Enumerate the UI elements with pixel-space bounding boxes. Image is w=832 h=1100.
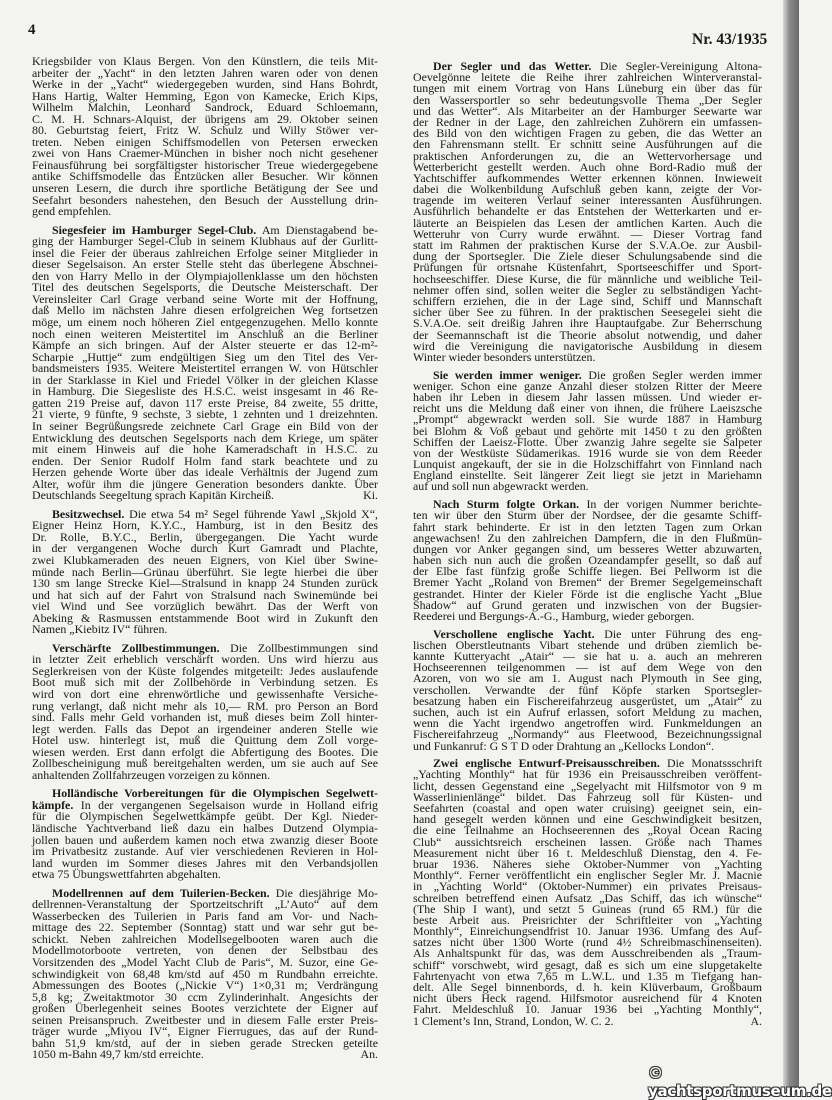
text-line-text: 1050 m-Bahn 49,7 km/std erreichte. xyxy=(32,1047,204,1062)
author-signature: Ki. xyxy=(363,488,378,503)
text-line-text: hand gesegelt werden können und eine Geschwindigkeit besitzen, xyxy=(413,812,762,827)
text-line-text: und das Wetter“. Als Mitarbeiter an der Hamburger Seewarte war xyxy=(413,103,762,118)
text-line-text: Yachtschiffer aufkommendes Wetter erkennen können. Inwieweit xyxy=(413,170,762,185)
text-line-text: bruar 1936. Näheres siehe Oktober-Nummer von „Yachting xyxy=(413,856,762,871)
text-line-text: noch einen weiteren Meistertitel im Anschluß an die Berliner xyxy=(32,326,378,341)
text-line-text: die eine Teilnahme an Hochseerennen des „Royal Ocean Racing xyxy=(413,823,762,838)
text-line-content xyxy=(413,738,715,753)
text-line-text: möge, um einem noch höheren Ziel entgegenzugehen. Mello konnte xyxy=(32,315,378,330)
text-line-text: mittage des 22. September (Sonntag) statt und war sehr gut be- xyxy=(32,920,378,935)
text-line-text: ging der Hamburger Segel-Club in seinem Klubhaus auf der Gurlitt- xyxy=(32,234,378,249)
text-line-text: Vorsitzenden des „Model Yacht Club de Paris“, M. Suzor, eine Ge- xyxy=(32,955,378,970)
article-heading: Siegesfeier im Hamburger Segel-Club. xyxy=(52,222,257,237)
text-line-text: haben sich nun auch die großen Ozeandampfer gesellt, so daß auf xyxy=(413,553,762,568)
text-line-text: sicher über See zu führen. In der praktischen Seesegelei sieht die xyxy=(413,305,762,320)
text-line-text: Entwicklung des deutschen Segelsports nach dem Kriege, um später xyxy=(32,430,378,445)
text-line-text: in Hamburg. Die Siegesliste des H.S.C. weist insgesamt in 46 Re- xyxy=(32,384,378,399)
text-line-text: Fahrtenyacht von etwa 7,65 m L.W.L. und 1.35 m Tiefgang han- xyxy=(413,968,762,983)
page-number: 4 xyxy=(28,22,36,38)
text-line-text: insel die Feier der überaus zahlreichen Erfolge seiner Mitglieder in xyxy=(32,245,378,260)
article-heading: Nach Sturm folgte Orkan. xyxy=(433,497,580,512)
text-line-text: großen Überlegenheit seines Bootes verzichtete der Eigner auf xyxy=(32,1001,378,1016)
text-line-text: schiff“ vorschwebt, wird gesagt, daß es sich um eine slupgetakelte xyxy=(413,957,762,972)
text-line-text: dabei die Wolkenbildung Aufschluß geben kann, zeigte der Vor- xyxy=(413,182,762,197)
text-line-text: 1 Clement’s Inn, Strand, London, W. C. 2. xyxy=(413,1013,614,1028)
text-line-text: münde nach Berlin—Grünau überführt. Sie legte hierbei die über xyxy=(32,564,378,579)
text-line-text: 5,8 kg; Zweitaktmotor 30 ccm Zylinderinhalt. Angesichts der xyxy=(32,989,378,1004)
article-heading: Zwei englische Entwurf-Preisausschreiben. xyxy=(433,756,660,771)
text-line-text: anhaltenden Zollfahrzeugen vorzeigen zu können. xyxy=(32,767,271,782)
text-line-content xyxy=(32,869,221,881)
text-line-text: Hans Hartig, Walter Hemming, Egon von Kamecke, Erich Kips, xyxy=(32,88,378,103)
article xyxy=(413,367,762,494)
text-line-text: dellrennen-Veranstaltung der Sportzeitschrift „L’Auto“ auf dem xyxy=(32,897,378,912)
article xyxy=(32,222,378,503)
text-line-text: Fahrt. Meldeschluß 10. Januar 1936 bei „Yachting Monthly“, xyxy=(413,1002,762,1017)
page-edge-shadow xyxy=(783,0,799,1092)
article xyxy=(32,788,378,880)
article-heading: Sie werden immer weniger. xyxy=(433,367,582,382)
text-line-text: C. M. H. Schnars-Alquist, der übrigens am 29. Oktober seinen xyxy=(32,111,378,126)
text-line-text: „Yachting Monthly“ hat für 1936 ein Preisausschreiben veröffent- xyxy=(413,767,762,782)
text-line-text: Die unter Führung des eng- xyxy=(594,626,762,641)
text-line-text: Als Anhaltspunkt für das, was dem Ausschreibenden als „Traum- xyxy=(413,946,762,961)
text-line-text: viel Wind und See vorzüglich bewährt. Das der Werft von xyxy=(32,599,378,614)
text-line-text: den von Harry Mello in der Olympiajollenklasse um den höchsten xyxy=(32,268,378,283)
text-line-text: Kriegsbilder von Klaus Bergen. Von den Künstlern, die teils Mit- xyxy=(32,54,378,68)
text-line-text: von der Westküste Südamerikas. 1916 wurde sie von dem Reeder xyxy=(413,445,762,460)
text-line xyxy=(413,481,762,492)
article-heading: Der Segler und das Wetter. xyxy=(433,59,592,73)
text-line-text: Lunquist angekauft, der sie in die Holzschiffahrt von Finnland nach xyxy=(413,457,762,472)
text-line-text: Oevelgönne leitete die Reihe ihrer zahlreichen Winterveranstal- xyxy=(413,70,762,85)
text-line-text: sind. Falls mehr Geld vorhanden ist, muß dieses beim Zoll hinter- xyxy=(32,710,378,725)
text-line-text: kannte Kutteryacht „Atair“ — sie hat u. a. auch an mehreren xyxy=(413,649,762,664)
text-line xyxy=(32,206,378,218)
text-line-text: angewachsen! Zu den zahlreichen Dampfern, die in den Flußmün- xyxy=(413,530,762,545)
text-line-text: legt werden. Falls das Depot an irgendeiner anderen Stelle wie xyxy=(32,721,378,736)
text-line-text: besatzung haben ein Fischereifahrzeug ausgerüstet, um „Atair“ zu xyxy=(413,693,762,708)
text-line xyxy=(32,490,378,502)
text-line-text: zwei Klubkameraden des neuen Eigners, von Kiel über Swine- xyxy=(32,552,378,567)
text-line-text: beste Arbeit aus. Preisrichter der Schriftleiter von „Yachting xyxy=(413,912,762,927)
right-column xyxy=(413,61,762,1033)
text-line xyxy=(413,611,762,622)
text-line-text: Die Zollbestimmungen sind xyxy=(219,640,378,655)
text-line-text: in der Starklasse in Kiel und Friedel Völker in der gleichen Klasse xyxy=(32,372,378,387)
left-column xyxy=(32,56,378,1068)
text-line-text: In der vergangenen Segelsaison wurde in Holland eifrig xyxy=(73,797,378,812)
text-line-text: In seiner Begrüßungsrede zeichnete Carl Grage ein Bild von der xyxy=(32,418,378,433)
text-line-text: unseren Lesern, die durch ihre sportliche Betätigung der See und xyxy=(32,181,378,196)
text-line-text: treten. Neben einigen Schiffsmodellen von Petersen erwecken xyxy=(32,134,378,149)
article-heading: Modellrennen auf dem Tuilerien-Becken. xyxy=(52,885,270,900)
text-line-text: in „Yachting World“ (Oktober-Nummer) ein privates Preisaus- xyxy=(413,879,762,894)
article xyxy=(413,758,762,1027)
text-line xyxy=(32,767,378,782)
text-line xyxy=(413,738,762,753)
text-line-text: Shadow“ auf Grund geraten und inzwischen von der Bugsier- xyxy=(413,597,762,612)
text-line-text: Titel des deutschen Segelsports, die Deutsche Meisterschaft. Der xyxy=(32,280,378,295)
text-line-text: wird von dort eine ehrenwörtliche und gewissenhafte Versiche- xyxy=(32,686,378,701)
text-line-text: Kämpfe an sich bringen. Auf der Alster steuerte er das 12-m²- xyxy=(32,338,378,353)
text-line-text: im Privatbesitz zustande. Auf vier verschiedenen Revieren in Hol- xyxy=(32,844,378,859)
text-line-content xyxy=(413,349,596,364)
text-line-text: tragende im weiteren Verlauf seiner interessanten Ausführungen. xyxy=(413,193,762,208)
text-line xyxy=(413,349,762,364)
text-line-content xyxy=(32,624,167,636)
text-line-text: Die etwa 54 m² Segel führende Yawl „Skjold X“, xyxy=(124,506,378,521)
text-line-text: 130 sm lange Strecke Kiel—Stralsund in knapp 24 Stunden zurück xyxy=(32,576,378,591)
text-line-text: Die diesjährige Mo- xyxy=(269,885,379,900)
text-line-text: S.V.A.Oe. seit dreißig Jahren ihre Hauptaufgabe. Zur Beherrschung xyxy=(413,316,762,331)
text-line-text: satzes nicht über 1300 Worte (rund 4½ Schreibmaschinenseiten). xyxy=(413,935,762,950)
article xyxy=(32,885,379,1062)
text-line-text: Measurement nicht über 16 t. Meldeschluß Dienstag, den 4. Fe- xyxy=(413,845,762,860)
text-line-text: Prüfungen für ortsnahe Küstenfahrt, Sportseeschiffer und Sport- xyxy=(413,260,762,275)
text-line-text: England einstellte. Seit längerer Zeit liegt sie jetzt in Mariehamn xyxy=(413,468,762,483)
text-line-text: lischen Oberstleutnants Vibart stehende und drüben ziemlich be- xyxy=(413,637,762,652)
text-line-text: Abeking & Rasmussen entstammende Boot wird in Zukunft den xyxy=(32,610,378,625)
text-line-text: Fischereifahrzeug „Normandy“ aus Fleetwood, Bezeichnungssignal xyxy=(413,727,762,742)
text-line-text: Wetterbericht gestellt werden. Auch ohne Bord-Radio muß der xyxy=(413,159,762,174)
text-line-text: mit einem Hinweis auf die hohe Kameradschaft in H.S.C. zu xyxy=(32,442,378,457)
article xyxy=(413,61,762,363)
text-line-text: Deutschlands Seegeltung sprach Kapitän Kircheiß. xyxy=(32,488,275,503)
watermark: © yachtsportmuseum.de xyxy=(648,1064,832,1100)
text-line-text: in der vergangenen Woche durch Kurt Gamradt und Plachte, xyxy=(32,541,378,556)
text-line-content xyxy=(32,767,271,782)
text-line-text: schreiben betreffend einen Aufsatz „Das Schiff, das ich wünsche“ xyxy=(413,890,762,905)
text-line-text: delt. Alle Segel binnenbords, d. h. kein Klüverbaum, Großbaum xyxy=(413,980,762,994)
text-line-text: Bremer Yacht „Roland von Bremen“ der Bremer Segelgemeinschaft xyxy=(413,575,762,590)
article-heading: Besitzwechsel. xyxy=(52,506,125,521)
text-line-text: seinen Preisanspruch. Zweitbester und in diesem Falle erster Preis- xyxy=(32,1012,378,1027)
text-line-text: wenn die Yacht irgendwo angetroffen wird. Funkmeldungen an xyxy=(413,716,762,731)
text-line-text: weniger. Schon eine ganze Anzahl dieser stolzen Ritter der Meere xyxy=(413,378,762,393)
text-line-text: dungen vor Anker gegangen sind, um besseres Wetter abzuwarten, xyxy=(413,541,762,556)
text-line-text: daß Mello im nächsten Jahre diesen erfolgreichen Weg fortsetzen xyxy=(32,303,378,318)
text-line-text: bahn 51,9 km/std, auf der in sieben gerade Strecken geteilte xyxy=(32,1035,378,1050)
text-line-text: Alter, wofür ihm die jüngere Generation besonders dankte. Über xyxy=(32,476,378,491)
text-line-text: Die Segler-Vereinigung Altona- xyxy=(591,59,762,73)
text-line-text: gend empfehlen. xyxy=(32,204,112,219)
text-line-text: rung verlangt, daß nicht mehr als 10,— RM. pro Person an Bord xyxy=(32,698,378,713)
text-line-text: etwa 75 Übungswettfahrten abgehalten. xyxy=(32,867,221,882)
text-line-text: Modellmotorboote vertreten, von denen der Selbstbau des xyxy=(32,943,378,958)
text-line-text: Vereinsleiter Carl Grage verband seine Worte mit der Hoffnung, xyxy=(32,291,378,306)
text-line-text: ten wir über den Sturm über der Nordsee, der die gesamte Schiff- xyxy=(413,508,762,523)
text-line-text: den Fahrensmann stellt. Er schnitt seine Ausführungen auf die xyxy=(413,137,762,152)
article xyxy=(32,640,378,782)
text-line-text: auf und soll nun abgewrackt werden. xyxy=(413,479,589,494)
text-line-text: Winter wieder besonders unterstützen. xyxy=(413,349,596,364)
text-line-text: hochseeschiffer. Diese Kurse, die für männliche und weibliche Teil- xyxy=(413,271,762,286)
text-line-text: Herzen gehende Worte über das ideale Verhältnis der Jugend zum xyxy=(32,465,378,480)
text-line-text: schwindigkeit von 68,48 km/std auf 450 m Rundbahn erreichte. xyxy=(32,966,378,981)
text-line-text: schiffern erziehen, die in der Lage sind, Schiff und Mannschaft xyxy=(413,293,762,308)
text-line-text: schickt. Neben zahlreichen Modellsegelbooten waren auch die xyxy=(32,931,378,946)
text-line-text: Namen „Kiebitz IV“ führen. xyxy=(32,622,168,637)
text-line-text: arbeiter der „Yacht“ in den letzten Jahren waren oder von denen xyxy=(32,65,378,80)
text-line-text: für die Olympischen Segelwettkämpfe geübt. Der Kgl. Nieder- xyxy=(32,809,378,824)
article xyxy=(32,56,378,218)
text-line-text: praktischen Anforderungen zu, die an Wettervorhersage und xyxy=(413,148,762,163)
text-line-text: träger wurde „Miyou IV“, Eigner Fierrugues, das auf der Rund- xyxy=(32,1024,378,1039)
text-line-text: nehmer offen sind, sollen weiter die Segler zu selbständigen Yacht- xyxy=(413,282,762,297)
text-line-text: wiesen werden. Erst dann erfolgt die Abfertigung des Bootes. Die xyxy=(32,744,378,759)
author-signature: A. xyxy=(750,1013,762,1028)
text-line-text: des Bild von den wichtigen Fragen zu geben, die das Wetter an xyxy=(413,126,762,141)
article xyxy=(413,499,762,622)
text-line-text: tungen mit einem Vortrag von Hans Lüneburg ein über das für xyxy=(413,81,762,96)
text-line-text: Ausführlich behandelte er das Entstehen der Wetterkarten und er- xyxy=(413,204,762,219)
text-line xyxy=(32,869,378,881)
text-line-text: gestrandet. Hinter der Kieler Förde ist die englische Yacht „Blue xyxy=(413,586,762,601)
text-line-text: Scharpie „Huttje“ zum endgültigen Sieg um den Titel des Ver- xyxy=(32,349,378,364)
text-line-text: Boot muß sich mit der Zollbehörde in Verbindung setzen. Es xyxy=(32,675,378,690)
text-line-text: Club“ aussichtsreich erscheinen lassen. Größe nach Thames xyxy=(413,834,762,849)
text-line-text: gatten 219 Preise auf, davon 117 erste Preise, 84 zweite, 55 dritte, xyxy=(32,395,378,410)
text-line xyxy=(32,624,378,636)
text-line-text: statt im Rahmen der praktischen Kurse der S.V.A.Oe. zur Ausbil- xyxy=(413,238,762,252)
text-line-text: Hotel usw. hinterlegt ist, muß die Quittung dem Zoll vorge- xyxy=(32,733,378,748)
article-heading: Verschärfte Zollbestimmungen. xyxy=(52,640,220,655)
text-line-text: bei Blohm & Voß gebaut und gehörte mit 1450 t zu den größten xyxy=(413,423,762,438)
text-line-text: der Elbe fast fünfzig große Schiffe liegen. Bei Pellworm ist die xyxy=(413,564,762,579)
text-line-text: Seglerkreisen von der Küste folgendes mitgeteilt: Jedes auslaufende xyxy=(32,663,378,678)
text-line-text: reicht uns die Meldung daß einer von ihnen, die frühere Laeiszsche xyxy=(413,401,762,416)
text-line xyxy=(413,1013,762,1028)
text-line-text: Schiffen der Laeisz-Flotte. Über zwanzig Jahre segelte sie Salpeter xyxy=(413,434,762,449)
text-line-text: Die großen Segler werden immer xyxy=(581,367,762,382)
text-line-text: der Seemannschaft ist die Theorie absolut notwendig, und daher xyxy=(413,327,762,342)
text-line-text: dung der Sportsegler. Die Ziele dieser Schulungsabende sind die xyxy=(413,249,762,264)
text-line-text: Dr. Rolle, B.Y.C., Berlin, übergegangen. Die Yacht wurde xyxy=(32,529,378,544)
text-line-text: Am Dienstagabend be- xyxy=(256,222,378,237)
text-line-text: 80. Geburtstag feiert, Fritz W. Schulz und Willy Stöwer ver- xyxy=(32,123,378,138)
text-line-content xyxy=(413,611,694,622)
text-line-text: jollen bauen und außerdem kamen noch etwa zwanzig dieser Boote xyxy=(32,832,378,847)
text-line-text: nicht übers Heck ragend. Hilfsmotor ausreichend für 4 Knoten xyxy=(413,991,762,1006)
text-line-text: und hat sich auf der Fahrt von Stralsund nach Swinemünde bei xyxy=(32,587,378,602)
text-line-text: antike Schiffsmodelle das Entzücken aller Besucher. Wir können xyxy=(32,169,378,184)
author-signature: An. xyxy=(360,1047,378,1062)
text-line-text: Seefahrt besonders nahestehen, den Besuch der Ausstellung drin- xyxy=(32,192,378,207)
text-line-text: zwei von Hans Craemer-München in bisher noch nicht gesehener xyxy=(32,146,378,161)
text-line-text: suchen, auch ist ein Aufruf erlassen, sofort Meldung zu machen, xyxy=(413,705,762,719)
text-line-text: Hochseerennen teilgenommen — ist auf dem Wege von den xyxy=(413,660,762,675)
text-line-text: den Wassersportler so sehr bedeutungsvolle Thema „Der Segler xyxy=(413,92,762,107)
article xyxy=(413,626,762,753)
text-line-text: Monthly“, Einreichungsendfrist 10. Januar 1936. Umfang des Auf- xyxy=(413,924,762,939)
article-heading: Verschollene englische Yacht. xyxy=(433,626,595,641)
text-line-text: „Prompt“ abgewrackt werden soll. Sie wurde 1887 in Hamburg xyxy=(413,412,762,427)
text-line-text: Die Monatssschrift xyxy=(659,756,762,771)
text-line-content xyxy=(32,206,111,218)
text-line-text: Eigner Heinz Horn, K.Y.C., Hamburg, ist in den Besitz des xyxy=(32,518,378,533)
text-line-text: enden. Der Senior Rudolf Holm fand stark beachtete und zu xyxy=(32,453,378,468)
text-line-text: dieser Segelsaison. An erster Stelle steht das überlegene Abschnei- xyxy=(32,257,378,272)
text-line-text: Wasserlinienlänge“ bildet. Das Fahrzeug soll für Küsten- und xyxy=(413,789,762,804)
text-line-text: in letzter Zeit erheblich verschärft worden. Uns wird hierzu aus xyxy=(32,652,378,667)
text-line-text: In der vorigen Nummer berichte- xyxy=(579,497,762,512)
text-line-text: Feinausführung bei sorgfältigster historischer Treue wiedergegebene xyxy=(32,157,378,172)
text-line-text: land wurden im Sommer dieses Jahres mit den Verbandsjollen xyxy=(32,855,378,870)
article-heading: Holländische Vorbereitungen für die Olympischen Segelwett- xyxy=(52,786,378,801)
text-line-text: fahrt stark behinderte. Er ist in den letzten Tagen zum Orkan xyxy=(413,519,762,534)
text-line-text: und Funkanruf: G S T D oder Drahtung an „Kellocks London“. xyxy=(413,738,715,753)
text-line-content xyxy=(413,1013,614,1028)
text-line-text: Reederei und Bergungs-A.-G., Hamburg, wieder geborgen. xyxy=(413,609,695,623)
text-line-text: Azoren, von wo sie am 1. August nach Plymouth in See ging, xyxy=(413,671,762,686)
article xyxy=(32,506,378,637)
text-line-text: (The Ship I want), und setzt 5 Guineas (rund 65 RM.) für die xyxy=(413,901,762,916)
text-line-text: Zollbescheinigung muß bereitgehalten werden, um sie auch auf See xyxy=(32,756,378,771)
text-line-text: bandsmeisters 1935. Weitere Meistertitel errangen W. von Hütschler xyxy=(32,361,378,376)
text-line-text: Monthly“. Ferner veröffentlicht ein englischer Segler Mr. J. Macnie xyxy=(413,868,762,883)
text-line-content xyxy=(32,490,274,502)
text-line-text: 21 vierte, 9 fünfte, 9 sechste, 3 siebte, 1 zehnten und 1 dreizehnten. xyxy=(32,407,378,422)
text-line-content xyxy=(413,481,589,492)
text-line-text: Werke in der „Yacht“ wiedergegeben wurden, sind Hans Bohrdt, xyxy=(32,77,378,92)
text-line-content xyxy=(32,1049,204,1061)
text-line-text: wird die Vereinigung die navigatorische Ausbildung in diesem xyxy=(413,338,762,353)
text-line-text: läuterte an Beispielen das Lesen der amtlichen Karten. Auch die xyxy=(413,215,762,230)
text-line-text: Wilhelm Malchin, Leonhard Sandrock, Eduard Schloemann, xyxy=(32,100,378,115)
text-line xyxy=(32,1049,378,1061)
text-line-text: Abmessungen des Bootes („Nickie V“) 1×0,31 m; Verdrängung xyxy=(32,978,378,993)
issue-number: Nr. 43/1935 xyxy=(692,31,768,48)
text-line-text: Seefahrten (coastal and open water cruising) geeignet sein, ein- xyxy=(413,801,762,815)
text-line-text: der Redner in der Lage, den zahlreichen Zuhörern ein umfassen- xyxy=(413,114,762,129)
article-heading: kämpfe. xyxy=(32,797,74,812)
text-line-text: ländische Yachtverband ließ dazu ein halbes Dutzend Olympia- xyxy=(32,821,378,835)
text-line-text: Wasserbecken des Tuilerien in Paris fand am Vor- und Nach- xyxy=(32,908,378,923)
text-line-text: licht, dessen Gegenstand eine „Segelyacht mit Hilfsmotor von 9 m xyxy=(413,778,762,793)
text-line-text: verschollen. Verwandte der fünf Köpfe starken Sportsegler- xyxy=(413,682,762,697)
text-line-text: haben ihr Leben in diesem Jahr lassen müssen. Und wieder er- xyxy=(413,389,762,404)
text-line-text: Wetteruhr von Curry wurde erwähnt. — Dieser Vortrag fand xyxy=(413,226,762,241)
